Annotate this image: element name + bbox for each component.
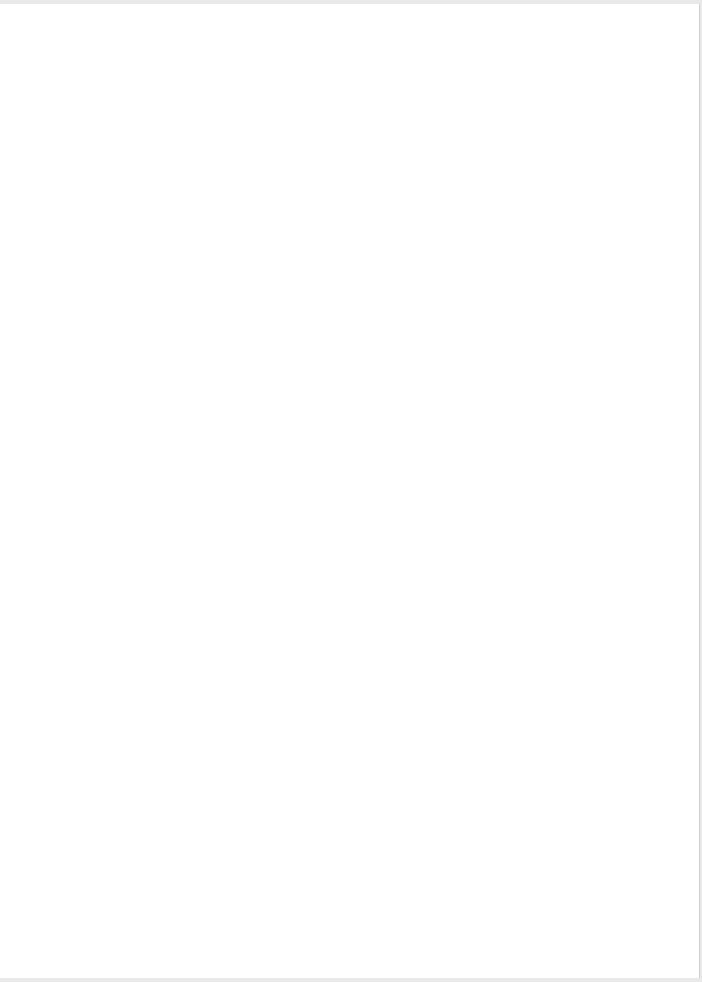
document-page [0, 4, 700, 978]
section-body [103, 507, 638, 524]
